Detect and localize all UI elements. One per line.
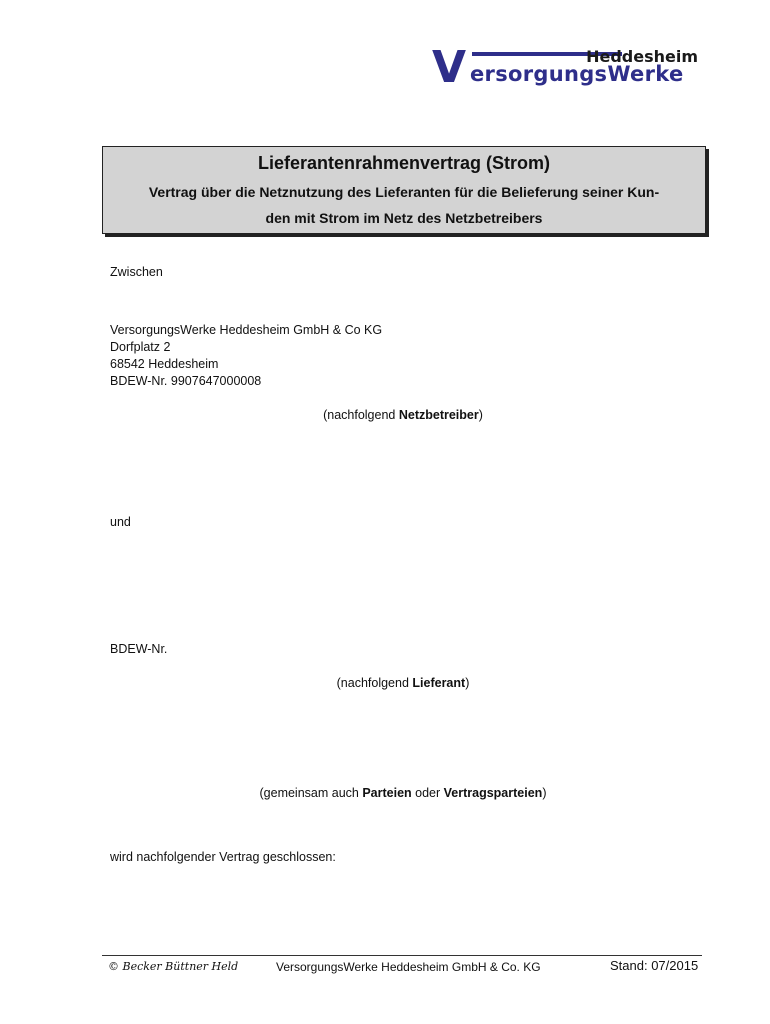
title-box xyxy=(102,146,706,234)
subtitle-line-2: den mit Strom im Netz des Netzbetreibers xyxy=(265,210,543,226)
closing-text: wird nachfolgender Vertrag geschlossen: xyxy=(110,850,336,864)
document-subtitle xyxy=(103,179,705,231)
company-name: VersorgungsWerke Heddesheim GmbH & Co KG xyxy=(110,323,383,337)
lieferant-note xyxy=(102,675,704,692)
lieferant-bdew: BDEW-Nr. xyxy=(110,642,168,656)
logo-main-text: ersorgungsWerke xyxy=(470,62,684,86)
document-title: Lieferantenrahmenvertrag (Strom) xyxy=(257,153,551,173)
logo-top-text: Heddesheim xyxy=(586,47,698,66)
netzbetreiber-note xyxy=(102,407,704,424)
parteien-mid: oder xyxy=(411,786,444,800)
netzbetreiber-term: Netzbetreiber xyxy=(398,408,479,422)
company-city: 68542 Heddesheim xyxy=(110,357,219,371)
company-logo xyxy=(432,42,700,93)
parteien-note xyxy=(102,785,704,802)
footer-company: VersorgungsWerke Heddesheim GmbH & Co. KG xyxy=(276,960,541,974)
lieferant-pre: (nachfolgend xyxy=(336,676,413,690)
parteien-post: ) xyxy=(542,786,547,800)
netzbetreiber-pre: (nachfolgend xyxy=(323,408,399,422)
vertragsparteien-term: Vertragsparteien xyxy=(443,786,543,800)
parteien-term: Parteien xyxy=(362,786,412,800)
footer-copyright: © Becker Büttner Held xyxy=(108,960,239,973)
footer-date: Stand: 07/2015 xyxy=(610,958,699,973)
footer-divider xyxy=(102,955,702,956)
netzbetreiber-post: ) xyxy=(478,408,483,422)
subtitle-line-1: Vertrag über die Netznutzung des Lieferanten für die Belieferung seiner Kun- xyxy=(148,184,660,200)
zwischen-text: Zwischen xyxy=(110,265,163,279)
company-bdew: BDEW-Nr. 9907647000008 xyxy=(110,374,262,388)
lieferant-post: ) xyxy=(465,676,470,690)
lieferant-term: Lieferant xyxy=(412,676,466,690)
parteien-pre: (gemeinsam auch xyxy=(259,786,363,800)
und-text: und xyxy=(110,515,131,529)
company-street: Dorfplatz 2 xyxy=(110,340,171,354)
logo-initial: V xyxy=(432,42,465,93)
